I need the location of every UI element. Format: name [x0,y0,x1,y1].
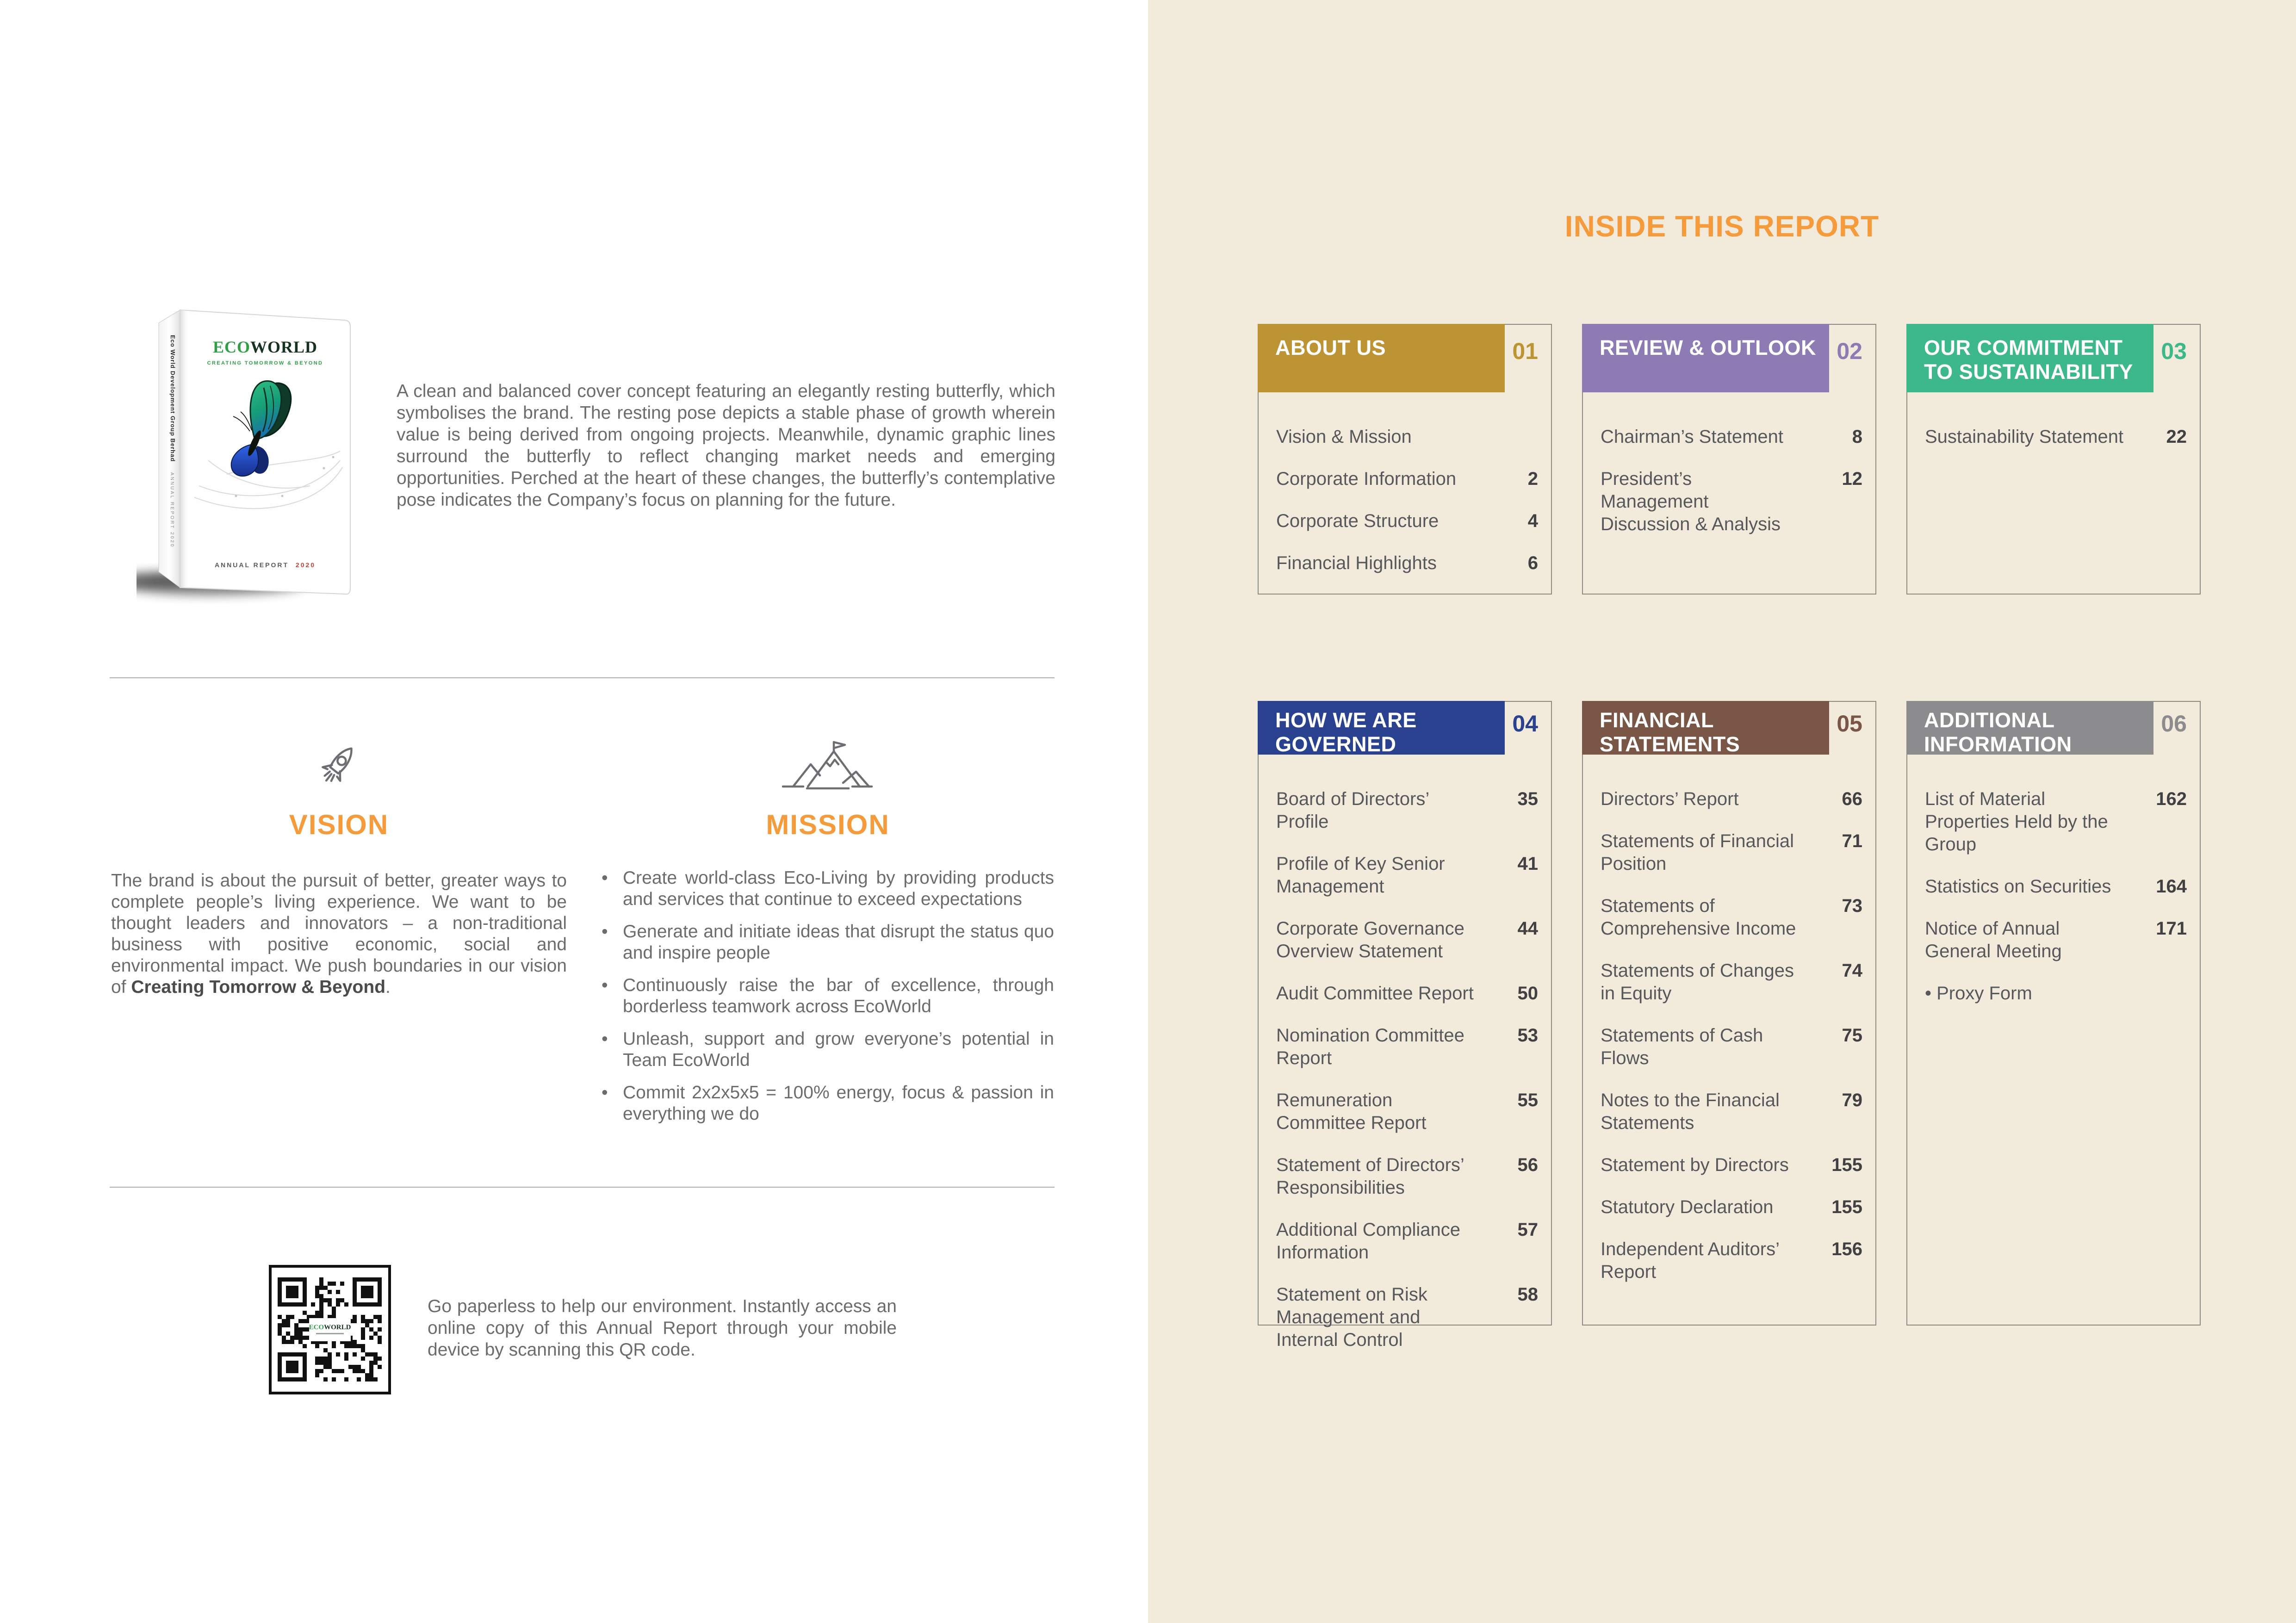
book-spine-text: Eco World Development Group Berhad ANNUAL REPORT 2020 [169,335,176,548]
toc-entry-page-number: 79 [1842,1090,1862,1110]
toc-entry-page-number: 74 [1842,960,1862,981]
ecoworld-tagline: CREATING TOMORROW & BEYOND [207,360,323,366]
toc-entry-label: Notice of Annual General Meeting [1925,918,2062,961]
toc-entry-label: Additional Compliance Information [1276,1220,1461,1263]
section-number: 05 [1837,711,1862,737]
toc-entry-label: Remuneration Committee Report [1276,1090,1427,1133]
toc-entry [1601,468,1862,536]
bullet-dot: • [602,868,608,888]
toc-entry [1601,830,1862,875]
mission-bullet [602,921,1054,964]
mission-bullet-text: Unleash, support and grow everyone’s potential in Team EcoWorld [623,1029,1054,1070]
toc-entry [1276,982,1538,1005]
toc-entry [1601,960,1862,1005]
qr-caption: Go paperless to help our environment. Instantly access an online copy of this Annual Report through your mobile device by scanning this QR code. [428,1296,897,1360]
toc-entry-page-number: 41 [1517,854,1538,874]
toc-entry-page-number: 73 [1842,896,1862,916]
rocket-icon [310,738,368,796]
toc-entry-label: Independent Auditors’ Report [1601,1239,1779,1282]
toc-entry [1925,875,2187,898]
toc-entry-page-number: 8 [1852,427,1862,447]
mission-bullet [602,1082,1054,1125]
toc-entry [1601,1196,1862,1219]
toc-entry-page-number: 53 [1517,1025,1538,1046]
toc-entry-page-number: 50 [1517,983,1538,1004]
section-number: 04 [1512,711,1538,737]
vision-bold-phrase: Creating Tomorrow & Beyond [131,977,386,997]
section-entry-list [1276,788,1538,1371]
section-title: FINANCIAL STATEMENTS [1600,708,1740,756]
toc-entry [1276,917,1538,963]
toc-entry [1925,917,2187,963]
bullet-dot: • [602,922,608,942]
section-number: 02 [1837,338,1862,364]
toc-entry-label: Statements of Financial Position [1601,831,1794,874]
section-entry-list [1601,426,1862,555]
toc-entry [1601,1024,1862,1070]
toc-entry-label: Statement on Risk Management and Internal Control [1276,1284,1427,1350]
section-header-band [1906,701,2153,755]
toc-entry-page-number: 2 [1527,469,1538,489]
toc-entry-label: Statement of Directors’ Responsibilities [1276,1155,1464,1198]
toc-section-box [1906,324,2201,595]
mission-title: MISSION [766,809,890,840]
toc-entry-page-number: 155 [1831,1197,1862,1217]
mission-bullet-text: Create world-class Eco-Living by providing products and services that continue to exceed expectations [623,868,1054,909]
toc-grid [1258,0,2201,1623]
mission-bullet [602,975,1054,1017]
toc-section-box [1582,324,1876,595]
cover-edge-shade [180,310,189,588]
toc-entry-page-number: 155 [1831,1155,1862,1175]
toc-entry [1276,1024,1538,1070]
toc-entry [1276,1219,1538,1264]
toc-entry-label: Corporate Information [1276,469,1457,489]
toc-entry-label: Board of Directors’ Profile [1276,789,1429,832]
toc-entry-label: Notes to the Financial Statements [1601,1090,1780,1133]
toc-entry-label: Directors’ Report [1601,789,1739,809]
section-number: 01 [1512,338,1538,364]
toc-entry [1276,853,1538,898]
toc-section-box [1906,701,2201,1326]
toc-entry-label: Statements of Changes in Equity [1601,960,1794,1004]
toc-entry-page-number: 12 [1842,469,1862,489]
toc-entry-page-number: 156 [1831,1239,1862,1259]
toc-entry-page-number: 6 [1527,553,1538,573]
toc-entry-label: • Proxy Form [1925,983,2032,1004]
section-title: ABOUT US [1275,336,1386,359]
mission-bullet [602,1028,1054,1071]
toc-section-box [1258,701,1552,1350]
toc-entry [1601,1238,1862,1283]
divider-top [110,677,1055,678]
section-number: 06 [2161,711,2187,737]
toc-entry-page-number: 162 [2156,789,2187,809]
section-header-band [1906,324,2153,392]
toc-entry [1601,895,1862,940]
section-header-band [1258,701,1505,755]
toc-entry [1276,1283,1538,1351]
mission-bullet-text: Continuously raise the bar of excellence, through borderless teamwork across EcoWorld [623,975,1054,1016]
section-number: 03 [2161,338,2187,364]
vision-title: VISION [289,809,389,840]
section-title: OUR COMMITMENT TO SUSTAINABILITY [1924,336,2133,384]
toc-entry-page-number: 164 [2156,876,2187,897]
toc-section-box [1258,324,1552,595]
section-header-band [1582,701,1829,755]
toc-entry [1276,1154,1538,1199]
toc-entry [1601,426,1862,448]
mission-bullet-list [602,867,1054,1125]
section-title: HOW WE ARE GOVERNED [1275,708,1417,756]
toc-entry-page-number: 57 [1517,1220,1538,1240]
toc-entry-page-number: 56 [1517,1155,1538,1175]
toc-entry [1601,1089,1862,1134]
mission-section [602,735,1054,1136]
bullet-dot: • [602,1029,608,1049]
section-title: REVIEW & OUTLOOK [1600,336,1816,359]
toc-entry-label: Nomination Committee Report [1276,1025,1464,1068]
section-header-band [1258,324,1505,392]
section-title: ADDITIONAL INFORMATION [1924,708,2072,756]
toc-entry [1925,788,2187,856]
annual-report-cover [137,296,370,604]
section-entry-list [1925,788,2187,1024]
svg-text:ECOWORLD: ECOWORLD [309,1324,351,1331]
toc-section-box [1582,701,1876,1326]
toc-entry-page-number: 66 [1842,789,1862,809]
section-header-band [1582,324,1829,392]
qr-code [268,1264,391,1395]
toc-entry [1601,1154,1862,1177]
toc-entry-page-number: 75 [1842,1025,1862,1046]
toc-entry [1276,788,1538,833]
toc-entry-label: Statements of Comprehensive Income [1601,896,1796,939]
book-spine [159,310,180,588]
toc-entry-page-number: 71 [1842,831,1862,851]
divider-bottom [110,1187,1055,1188]
section-entry-list [1925,426,2187,468]
cover-concept-paragraph: A clean and balanced cover concept featuring an elegantly resting butterfly, which symbolises the brand. The resting pose depicts a stable phase of growth wherein value is being derived from ongoing projects. Meanwhile, dynamic graphic lines surround the butterfly to reflect changing market needs and emerging opportunities. Perched at the heart of these changes, the butterfly’s contemplative pose indicates the Company’s focus on planning for the future. [397,381,1055,510]
cover-caption: ANNUAL REPORT 2020 [214,561,316,569]
page-title: INSIDE THIS REPORT [1564,210,1880,243]
toc-entry-page-number: 171 [2156,918,2187,939]
toc-entry-label: Audit Committee Report [1276,983,1474,1004]
toc-entry-label: Profile of Key Senior Management [1276,854,1445,897]
toc-entry-page-number: 58 [1517,1284,1538,1305]
bullet-dot: • [602,975,608,995]
vision-body: The brand is about the pursuit of better, greater ways to complete people’s living experience. We want to be thought leaders and innovators – a non-traditional business with positive economic, social and environmental impact. We push boundaries in our vision of Creating Tomorrow & Beyond. [111,871,567,997]
toc-entry-label: Financial Highlights [1276,553,1437,573]
toc-entry-label: President’s Management Discussion & Analysis [1601,469,1781,534]
toc-entry-label: Sustainability Statement [1925,427,2124,447]
mission-bullet-text: Generate and initiate ideas that disrupt the status quo and inspire people [623,922,1054,963]
toc-entry-page-number: 55 [1517,1090,1538,1110]
toc-entry-label: Corporate Governance Overview Statement [1276,918,1464,961]
toc-entry [1276,468,1538,490]
ecoworld-logo: ECOWORLD [212,338,318,356]
toc-entry [1276,552,1538,575]
toc-entry-label: Statutory Declaration [1601,1197,1774,1217]
mountain-flag-icon [779,738,876,796]
right-page [1148,0,2296,1623]
toc-entry-page-number: 44 [1517,918,1538,939]
toc-entry [1276,426,1538,448]
toc-entry-page-number: 22 [2166,427,2187,447]
toc-entry-page-number: 35 [1517,789,1538,809]
mission-bullet-text: Commit 2x2x5x5 = 100% energy, focus & passion in everything we do [623,1083,1054,1124]
toc-entry-label: Statistics on Securities [1925,876,2111,897]
toc-entry-label: List of Material Properties Held by the Group [1925,789,2108,855]
toc-entry [1601,788,1862,811]
toc-entry-label: Statement by Directors [1601,1155,1789,1175]
mission-bullet [602,867,1054,910]
section-entry-list [1276,426,1538,594]
toc-entry [1276,510,1538,533]
section-entry-list [1601,788,1862,1303]
toc-entry [1276,1089,1538,1134]
bullet-dot: • [602,1083,608,1103]
toc-entry [1925,426,2187,448]
toc-entry-label: Chairman’s Statement [1601,427,1783,447]
toc-entry [1925,982,2187,1005]
vision-section [111,735,567,998]
toc-entry-label: Statements of Cash Flows [1601,1025,1763,1068]
toc-entry-label: Vision & Mission [1276,427,1412,447]
toc-entry-page-number: 4 [1527,511,1538,531]
toc-entry-label: Corporate Structure [1276,511,1439,531]
